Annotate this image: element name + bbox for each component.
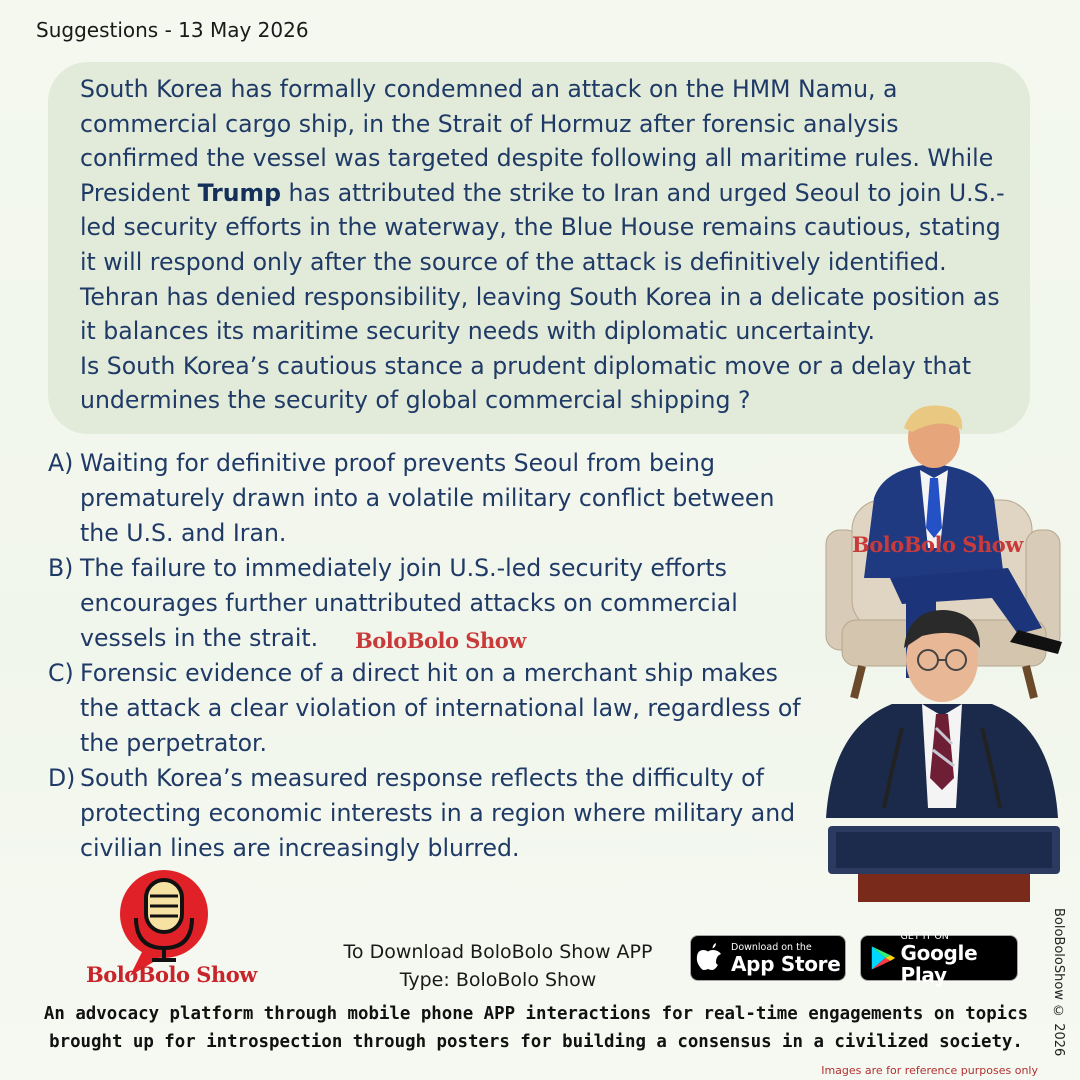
download-instructions [318, 938, 678, 994]
option-letter: D) [48, 764, 76, 792]
app-store-small-label: Download on the [731, 941, 812, 953]
question-box [48, 62, 1030, 434]
google-play-small-label: GET IT ON [900, 930, 949, 942]
option-c[interactable] [48, 656, 808, 761]
watermark-image: BoloBolo Show [852, 532, 1023, 557]
brand-logo-text: BoloBolo Show [86, 962, 257, 987]
option-text: South Korea’s measured response reflects the difficulty of protecting economic interests in a region where military and civilian lines are increasingly blurred. [80, 764, 796, 862]
tagline [26, 1000, 1046, 1056]
google-play-icon [861, 935, 901, 981]
portraits-illustration [812, 398, 1074, 910]
option-text: Forensic evidence of a direct hit on a merchant ship makes the attack a clear violation of international law, regardless of the perpetrator. [80, 659, 801, 757]
google-play-badge[interactable] [860, 930, 1018, 987]
option-letter: C) [48, 659, 74, 687]
option-a[interactable] [48, 446, 808, 551]
tagline-line-1: An advocacy platform through mobile phone APP interactions for real-time engagements on topics [43, 1004, 1029, 1024]
question-bold-name: Trump [197, 178, 281, 207]
watermark-options: BoloBolo Show [355, 628, 526, 653]
option-letter: B) [48, 554, 74, 582]
google-play-label: Google Play [900, 940, 978, 987]
date-line: Suggestions - 13 May 2026 [36, 18, 309, 42]
app-store-badge[interactable] [690, 935, 846, 981]
options-list [48, 446, 808, 866]
option-text: Waiting for definitive proof prevents Seoul from being prematurely drawn into a volatile military conflict between the U.S. and Iran. [80, 449, 775, 547]
option-letter: A) [48, 449, 74, 477]
download-type-line: Type: BoloBolo Show [399, 969, 597, 991]
copyright-text: BoloBoloShow © 2026 [1051, 908, 1066, 1057]
question-continuation: has attributed the strike to Iran and urged Seoul to join U.S.-led security efforts in the waterway, the Blue House remains cautious, stating it will respond only after the source of the attack is definitively identified. Tehran has denied responsibility, leaving South Korea in a delicate position as it balances its maritime security needs with diplomatic uncertainty. [80, 178, 1005, 346]
question-text [80, 72, 1010, 418]
app-store-label: App Store [731, 951, 841, 976]
question-ask: Is South Korea’s cautious stance a prudent diplomatic move or a delay that undermines the security of global commercial shipping ? [80, 351, 972, 415]
tagline-line-2: brought up for introspection through posters for building a consensus in a civilized society. [49, 1032, 1023, 1052]
download-line: To Download BoloBolo Show APP [343, 941, 653, 963]
disclaimer-text: Images are for reference purposes only [821, 1064, 1038, 1077]
apple-logo-icon [691, 935, 731, 981]
option-d[interactable] [48, 761, 808, 866]
option-text: The failure to immediately join U.S.-led security efforts encourages further unattributed attacks on commercial vessels in the strait. [80, 554, 738, 652]
question-intro: South Korea has formally condemned an attack on the HMM Namu, a commercial cargo ship, in the Strait of Hormuz after forensic analysis confirmed the vessel was targeted despite following all maritime rules. While President [80, 75, 994, 207]
